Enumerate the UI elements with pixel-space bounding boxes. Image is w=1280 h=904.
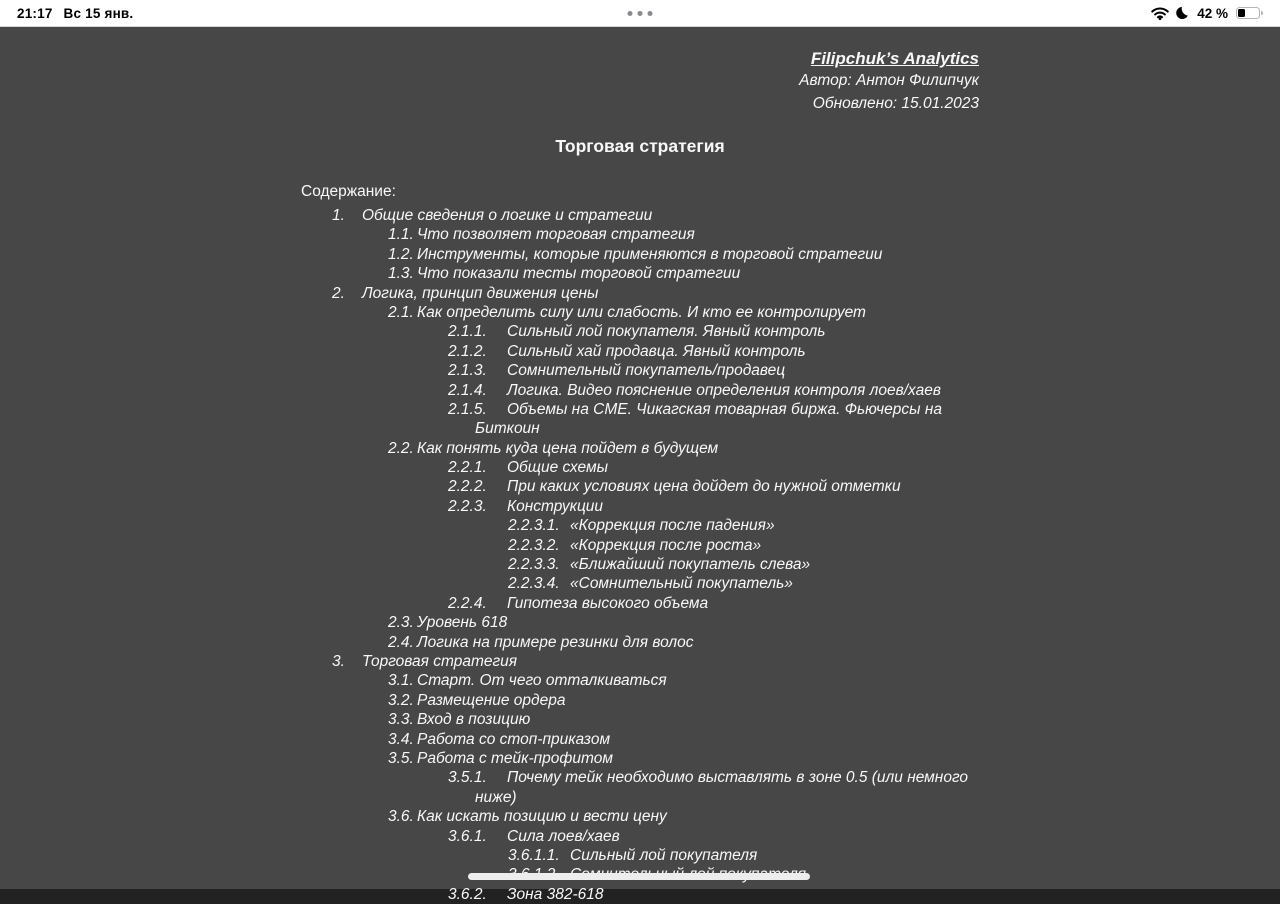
toc-item-number: 2.1.1. [448,323,487,341]
toc-item-number: 2.1.3. [448,362,487,380]
toc-item-text: Логика, принцип движения цены [362,284,599,302]
toc-item-number: 3.1. [388,672,414,690]
toc-item-number: 2.2.3.2. [508,536,560,554]
toc-item-text: Общие сведения о логике и стратегии [362,207,653,224]
toc-item-text: Как определить силу или слабость. И кто ее контролирует [417,303,866,321]
toc-item-text: Конструкции [507,497,604,515]
toc-item-text: Логика. Видео пояснение определения контроля лоев/хаев [507,381,941,399]
toc-item-text: Уровень 618 [417,614,508,632]
toc-item [301,846,1001,865]
toc-item-number: 3.4. [388,730,414,748]
toc-item [301,652,1001,671]
toc-item-number: 3.3. [388,711,414,729]
toc-item [301,730,1001,749]
toc-item [301,342,1001,361]
toc-item-text: «Коррекция после падения» [570,517,775,535]
brand-title: Filipchuk’s Analytics [810,49,979,68]
toc-item-text: Что позволяет торговая стратегия [417,226,695,244]
toc-item-text: Размещение ордера [417,691,566,709]
toc-item-continuation: ниже) [475,788,517,806]
toc-item [301,768,1001,787]
toc-item-number: 2.1. [388,303,414,321]
toc-item-number: 3. [332,652,345,670]
toc-item-text: «Сомнительный покупатель» [570,575,793,593]
toc-item [301,516,1001,535]
toc-item-text: Сильный лой покупателя. Явный контроль [507,323,826,341]
toc-item [301,361,1001,380]
toc-item [301,264,1001,283]
toc-label: Содержание: [301,183,396,200]
toc-item [301,245,1001,264]
toc-item-text: «Ближайший покупатель слева» [570,556,811,574]
toc-list [301,206,1001,904]
document-page[interactable] [0,28,1280,903]
toc-item-number: 2.2. [388,439,414,457]
toc-item-number: 2.2.1. [448,459,487,477]
status-bar [0,0,1280,27]
toc-item-text: Вход в позицию [417,711,531,729]
toc-item [301,458,1001,477]
toc-item [301,225,1001,244]
toc-item-text: Инструменты, которые применяются в торговой стратегии [417,245,883,263]
clock: 21:17 [17,5,53,21]
toc-item [301,284,1001,303]
toc-item-number: 1.2. [388,245,414,263]
toc-item [301,497,1001,516]
toc-item [301,322,1001,341]
toc-item-text: Старт. От чего отталкиваться [417,672,667,690]
toc-item-number: 2.2.3.3. [508,556,560,574]
toc-item [301,555,1001,574]
status-left [17,6,133,21]
toc-item-text: Гипотеза высокого объема [507,594,709,612]
toc-item-text: Логика на примере резинки для волос [417,633,694,651]
toc-item-number: 2.1.2. [448,342,487,360]
toc-item-text: Почему тейк необходимо выставлять в зоне 0.5 (или немного [507,769,969,787]
toc-item-number: 3.5. [388,749,414,767]
toc-item [301,381,1001,400]
author-line: Автор: Антон Филипчук [799,72,979,89]
toc-item-text: Зона 382-618 [507,885,604,903]
toc-item-text: Объемы на CME. Чикагская товарная биржа. Фьючерсы на [507,400,942,418]
updated-line: Обновлено: 15.01.2023 [812,94,979,112]
toc-item [301,303,1001,322]
toc-item-number: 2.1.4. [448,381,487,399]
toc-item-number: 3.6.2. [448,885,487,903]
toc-item-text: «Коррекция после роста» [570,536,762,554]
toc-item [301,594,1001,613]
toc-item-number: 3.6.1.1. [508,846,560,864]
battery-cap [1261,11,1263,16]
wifi-icon [1151,7,1169,20]
toc-item-text: Торговая стратегия [362,652,518,670]
toc-item-number: 3.6.1. [448,827,487,845]
toc-item-number: 1.1. [388,226,414,244]
toc-item-text: Общие схемы [507,459,608,477]
toc-item-text: Сила лоев/хаев [507,827,620,845]
toc-item-number: 2.2.3.1. [508,517,560,535]
toc-item [301,536,1001,555]
toc-item-text: Сильный хай продавца. Явный контроль [507,342,806,360]
toc-item-number: 1. [332,207,345,224]
toc-item [301,691,1001,710]
toc-item-number: 2.1.5. [448,400,487,418]
toc-item-number: 2.4. [388,633,414,651]
toc-item [301,749,1001,768]
battery-body [1236,7,1260,19]
dot-icon [648,11,653,16]
dot-icon [638,11,643,16]
battery-icon [1236,7,1263,19]
date: Вс 15 янв. [63,5,134,21]
battery-fill [1238,9,1245,17]
toc-item-text: Что показали тесты торговой стратегии [417,265,741,283]
toc-item-text: Работа со стоп-приказом [417,730,611,748]
battery-percent: 42 % [1197,5,1228,21]
home-indicator-bar[interactable] [468,873,810,880]
toc-item-number: 2.2.3.4. [508,575,560,593]
toc-item-text: При каких условиях цена дойдет до нужной отметки [507,478,901,496]
toc-item-text: Как искать позицию и вести цену [417,808,667,826]
toc-item-number: 2.2.3. [448,497,487,515]
toc-item [301,827,1001,846]
toc-item [301,633,1001,652]
toc-item [301,885,1001,904]
toc-item-text: Как понять куда цена пойдет в будущем [417,439,719,457]
moon-icon [1176,6,1190,20]
doc-header [799,47,979,115]
toc-item-number: 2.2.4. [448,594,487,612]
toc-item-text: Сомнительный покупатель/продавец [507,362,786,380]
status-right [1151,6,1263,21]
toc-item [301,439,1001,458]
toc-item [301,671,1001,690]
toc-item-text: Сильный лой покупателя [570,846,758,864]
dot-icon [628,11,633,16]
toc-item-number: 2. [332,284,345,302]
toc-item [301,206,1001,225]
toc-item-number: 3.2. [388,691,414,709]
toc-item-number: 1.3. [388,265,414,283]
toc-item [301,710,1001,729]
toc-item [301,807,1001,826]
toc-item-continuation: Биткоин [475,420,540,438]
toc-item [301,574,1001,593]
toc-item-text: Работа с тейк-профитом [417,749,613,767]
toc-item [301,477,1001,496]
page-title: Торговая стратегия [555,136,725,156]
toc-item-number: 3.5.1. [448,769,487,787]
toc-item-number: 2.3. [388,614,414,632]
multitask-ellipsis-dots-icon[interactable] [628,11,653,16]
toc-item [301,400,1001,419]
toc-item-number: 3.6. [388,808,414,826]
toc-item [301,613,1001,632]
toc-item-number: 2.2.2. [448,478,487,496]
